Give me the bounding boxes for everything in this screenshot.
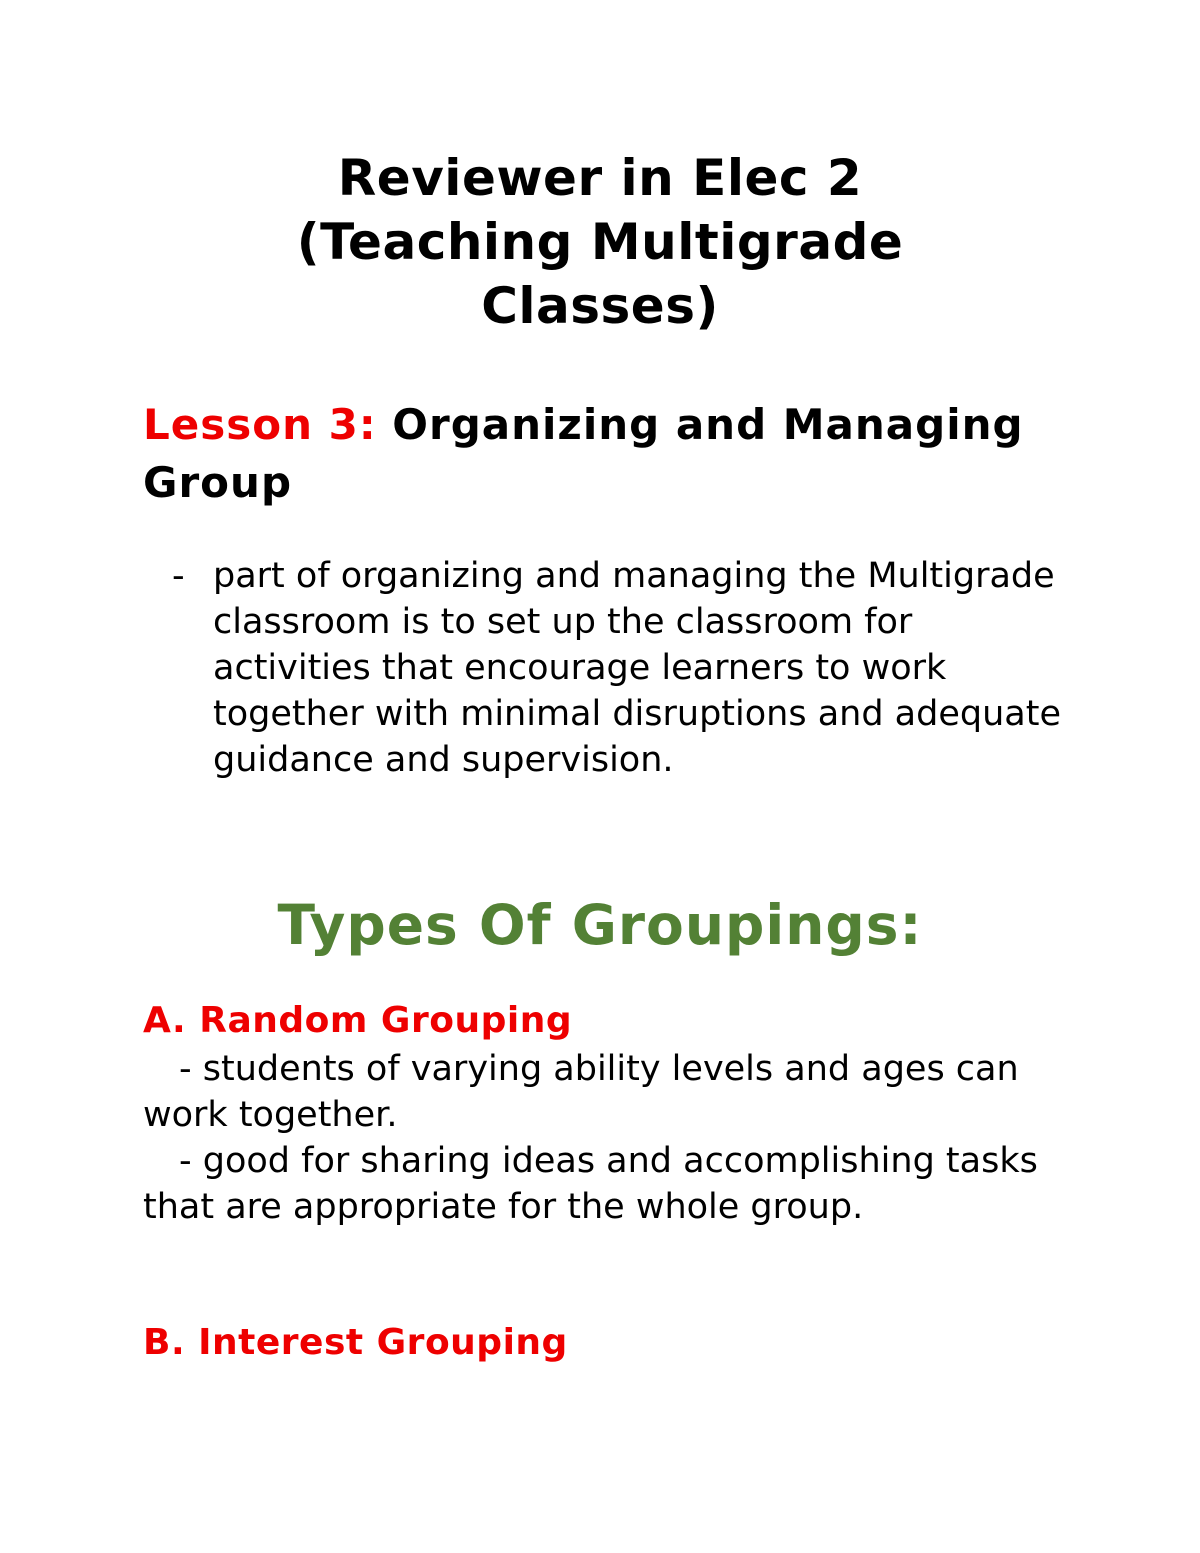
lesson-title: Organizing and Managing Group — [143, 400, 1024, 507]
title-line-2: (Teaching Multigrade — [296, 213, 904, 271]
grouping-a-body — [143, 1046, 1063, 1230]
document-title — [0, 146, 1200, 338]
title-line-1: Reviewer in Elec 2 — [337, 149, 863, 207]
title-line-3: Classes) — [481, 277, 719, 335]
grouping-b-title: B. Interest Grouping — [143, 1322, 568, 1363]
grouping-a-point-2: - good for sharing ideas and accomplishing tasks that are appropriate for the whole group. — [143, 1141, 1038, 1227]
intro-text: part of organizing and managing the Multigrade classroom is to set up the classroom for activities that encourage learners to work together with minimal disruptions and adequate guidance and supervision. — [213, 556, 1061, 780]
types-heading: Types Of Groupings: — [277, 893, 923, 957]
grouping-a-point-1: - students of varying ability levels and ages can work together. — [143, 1049, 1019, 1135]
bullet-dash: - — [172, 556, 185, 596]
lesson-heading — [143, 396, 1103, 512]
intro-bullet — [172, 553, 1072, 783]
grouping-a-title: A. Random Grouping — [143, 1000, 573, 1041]
lesson-label: Lesson 3: — [143, 400, 377, 449]
